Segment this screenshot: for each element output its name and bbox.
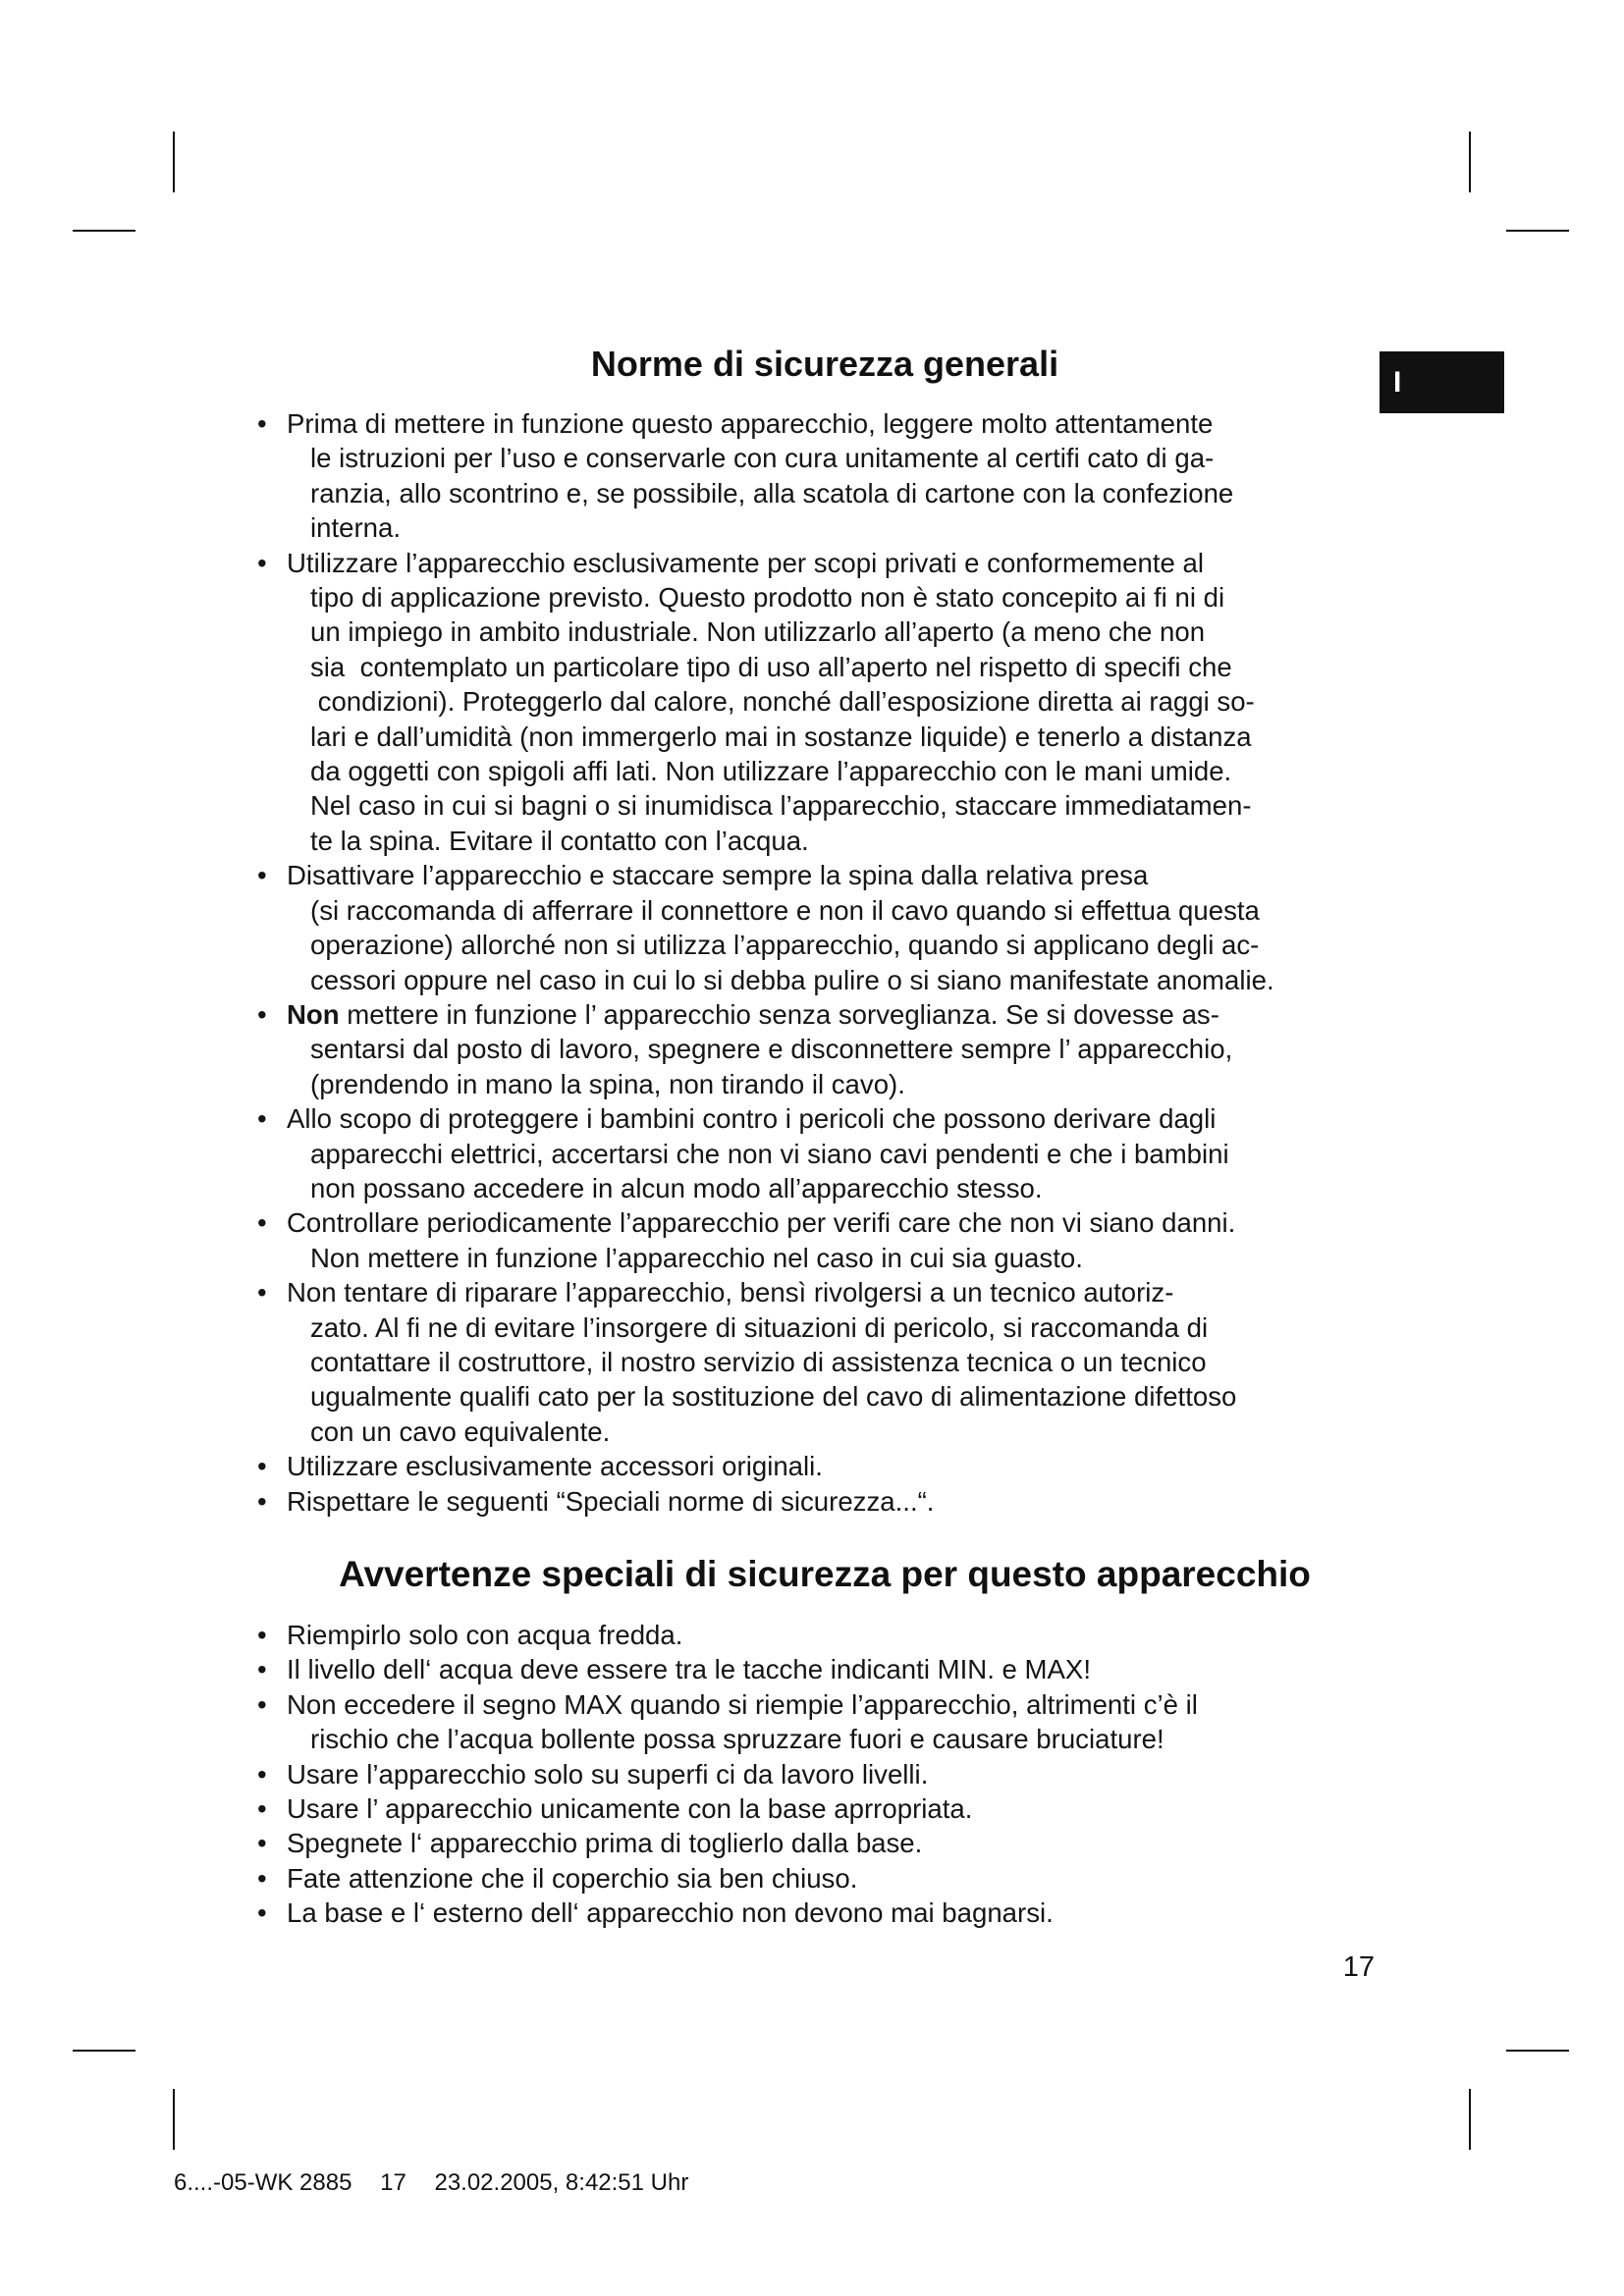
list-item bbox=[257, 1896, 1375, 1930]
bullet-icon: • bbox=[257, 547, 267, 578]
crop-mark-top-left-vertical bbox=[173, 132, 175, 192]
text-line: Spegnete l‘ apparecchio prima di toglierlo dalla base. bbox=[287, 1828, 923, 1859]
list-item bbox=[257, 1791, 1375, 1826]
text-line: (prendendo in mano la spina, non tirando il cavo). bbox=[310, 1068, 905, 1099]
bullet-icon: • bbox=[257, 1451, 267, 1482]
text-line: contattare il costruttore, il nostro servizio di assistenza tecnica o un tecnico bbox=[310, 1346, 1207, 1377]
text-line: Rispettare le seguenti “Speciali norme di sicurezza...“. bbox=[287, 1485, 935, 1517]
list-item bbox=[257, 1205, 1375, 1275]
bullet-icon: • bbox=[257, 1758, 267, 1789]
page-number: 17 bbox=[1342, 1951, 1375, 1983]
list-item bbox=[257, 1618, 1375, 1652]
text-line: (si raccomanda di afferrare il connettore e non il cavo quando si effettua questa bbox=[310, 894, 1260, 926]
text-line: tipo di applicazione previsto. Questo prodotto non è stato concepito ai fi ni di bbox=[310, 582, 1225, 614]
general-safety-list bbox=[257, 406, 1375, 1519]
bullet-icon: • bbox=[257, 1862, 267, 1894]
text-line: rischio che l’acqua bollente possa spruzzare fuori e causare bruciature! bbox=[310, 1724, 1164, 1755]
list-item bbox=[257, 546, 1375, 859]
text-line-rest: mettere in funzione l’ apparecchio senza sorveglianza. Se si dovesse as- bbox=[339, 998, 1219, 1030]
bullet-icon: • bbox=[257, 1103, 267, 1135]
list-item bbox=[257, 1652, 1375, 1686]
bullet-icon: • bbox=[257, 1828, 267, 1859]
text-line: un impiego in ambito industriale. Non utilizzarlo all’aperto (a meno che non bbox=[310, 616, 1206, 648]
text-line: Allo scopo di proteggere i bambini contro i pericoli che possono derivare dagli bbox=[287, 1103, 1217, 1135]
bullet-icon: • bbox=[257, 1654, 267, 1685]
footer-page: 17 bbox=[380, 2169, 406, 2196]
special-warnings-list bbox=[257, 1618, 1375, 1931]
text-line: Usare l’ apparecchio unicamente con la base aprropriata. bbox=[287, 1793, 973, 1825]
print-footer bbox=[174, 2169, 688, 2197]
text-line bbox=[287, 997, 1375, 1032]
section-title-general-safety: Norme di sicurezza generali bbox=[590, 344, 1059, 384]
text-line: sentarsi dal posto di lavoro, spegnere e disconnettere sempre l’ apparecchio, bbox=[310, 1034, 1233, 1065]
text-line: Riempirlo solo con acqua fredda. bbox=[287, 1620, 683, 1650]
list-item bbox=[257, 1757, 1375, 1791]
text-line: Utilizzare l’apparecchio esclusivamente per scopi privati e conformemente al bbox=[287, 547, 1205, 578]
text-line: cessori oppure nel caso in cui lo si debba pulire o si siano manifestate anomalie. bbox=[310, 964, 1274, 995]
text-line: Disattivare l’apparecchio e staccare sempre la spina dalla relativa presa bbox=[287, 860, 1149, 891]
text-line: te la spina. Evitare il contatto con l’acqua. bbox=[310, 825, 809, 856]
text-line: da oggetti con spigoli affi lati. Non utilizzare l’apparecchio con le mani umide. bbox=[310, 756, 1232, 787]
footer-file: 6....-05-WK 2885 bbox=[174, 2169, 352, 2196]
bullet-icon: • bbox=[257, 998, 267, 1030]
crop-mark-bottom-right-vertical bbox=[1469, 2089, 1471, 2150]
list-item bbox=[257, 406, 1375, 546]
list-item bbox=[257, 1484, 1375, 1519]
crop-mark-bottom-left-vertical bbox=[173, 2089, 175, 2150]
bullet-icon: • bbox=[257, 1207, 267, 1239]
text-line: Nel caso in cui si bagni o si inumidisca l’apparecchio, staccare immediatamen- bbox=[310, 790, 1252, 822]
list-item bbox=[257, 858, 1375, 997]
text-line: condizioni). Proteggerlo dal calore, nonché dall’esposizione diretta ai raggi so- bbox=[310, 686, 1255, 718]
text-line: Prima di mettere in funzione questo apparecchio, leggere molto attentamente bbox=[287, 408, 1214, 439]
text-line: interna. bbox=[310, 512, 402, 544]
crop-mark-top-right-vertical bbox=[1469, 132, 1471, 192]
text-line: Controllare periodicamente l’apparecchio per verifi care che non vi siano danni. bbox=[287, 1207, 1236, 1239]
crop-mark-bottom-right-horizontal bbox=[1506, 2050, 1569, 2052]
text-line: Utilizzare esclusivamente accessori originali. bbox=[287, 1451, 823, 1482]
text-line: ugualmente qualifi cato per la sostituzione del cavo di alimentazione difettoso bbox=[310, 1381, 1237, 1413]
crop-mark-bottom-left-horizontal bbox=[73, 2050, 135, 2052]
text-line: Non eccedere il segno MAX quando si riempie l’apparecchio, altrimenti c’è il bbox=[287, 1688, 1198, 1720]
section-title-special-warnings: Avvertenze speciali di sicurezza per questo apparecchio bbox=[339, 1554, 1311, 1594]
footer-timestamp: 23.02.2005, 8:42:51 Uhr bbox=[434, 2169, 689, 2196]
text-line: Usare l’apparecchio solo su superfi ci da lavoro livelli. bbox=[287, 1758, 929, 1789]
text-line: non possano accedere in alcun modo all’apparecchio stesso. bbox=[310, 1172, 1043, 1203]
list-item bbox=[257, 1826, 1375, 1860]
emphasis: Non bbox=[287, 998, 340, 1030]
bullet-icon: • bbox=[257, 860, 267, 891]
bullet-icon: • bbox=[257, 1277, 267, 1308]
bullet-icon: • bbox=[257, 408, 267, 439]
text-line: sia contemplato un particolare tipo di uso all’aperto nel rispetto di specifi che bbox=[310, 651, 1232, 682]
text-line: Non mettere in funzione l’apparecchio nel caso in cui sia guasto. bbox=[310, 1242, 1083, 1273]
text-line: lari e dall’umidità (non immergerlo mai in sostanze liquide) e tenerlo a distanza bbox=[310, 721, 1252, 752]
text-line: ranzia, allo scontrino e, se possibile, alla scatola di cartone con la confezione bbox=[310, 477, 1234, 508]
text-line: apparecchi elettrici, accertarsi che non vi siano cavi pendenti e che i bambini bbox=[310, 1138, 1229, 1169]
bullet-icon: • bbox=[257, 1793, 267, 1825]
text-line: le istruzioni per l’uso e conservarle con cura unitamente al certifi cato di ga- bbox=[310, 443, 1215, 474]
language-tab: I bbox=[1380, 351, 1504, 413]
list-item bbox=[257, 1101, 1375, 1205]
text-line: La base e l‘ esterno dell‘ apparecchio non devono mai bagnarsi. bbox=[287, 1897, 1054, 1929]
text-line: operazione) allorché non si utilizza l’apparecchio, quando si applicano degli ac- bbox=[310, 930, 1260, 961]
text-line: Non tentare di riparare l’apparecchio, bensì rivolgersi a un tecnico autoriz- bbox=[287, 1277, 1174, 1308]
bullet-icon: • bbox=[257, 1897, 267, 1929]
crop-mark-top-left-horizontal bbox=[73, 230, 135, 232]
list-item bbox=[257, 1275, 1375, 1449]
crop-mark-top-right-horizontal bbox=[1506, 230, 1569, 232]
bullet-icon: • bbox=[257, 1688, 267, 1720]
text-line: Il livello dell‘ acqua deve essere tra le tacche indicanti MIN. e MAX! bbox=[287, 1654, 1092, 1685]
text-line: con un cavo equivalente. bbox=[310, 1415, 611, 1447]
list-item bbox=[257, 1861, 1375, 1896]
text-line: zato. Al fi ne di evitare l’insorgere di situazioni di pericolo, si raccomanda di bbox=[310, 1311, 1209, 1343]
bullet-icon: • bbox=[257, 1485, 267, 1517]
text-line: Fate attenzione che il coperchio sia ben chiuso. bbox=[287, 1862, 858, 1894]
list-item bbox=[257, 997, 1375, 1101]
list-item bbox=[257, 1449, 1375, 1483]
bullet-icon: • bbox=[257, 1620, 267, 1650]
list-item bbox=[257, 1687, 1375, 1757]
